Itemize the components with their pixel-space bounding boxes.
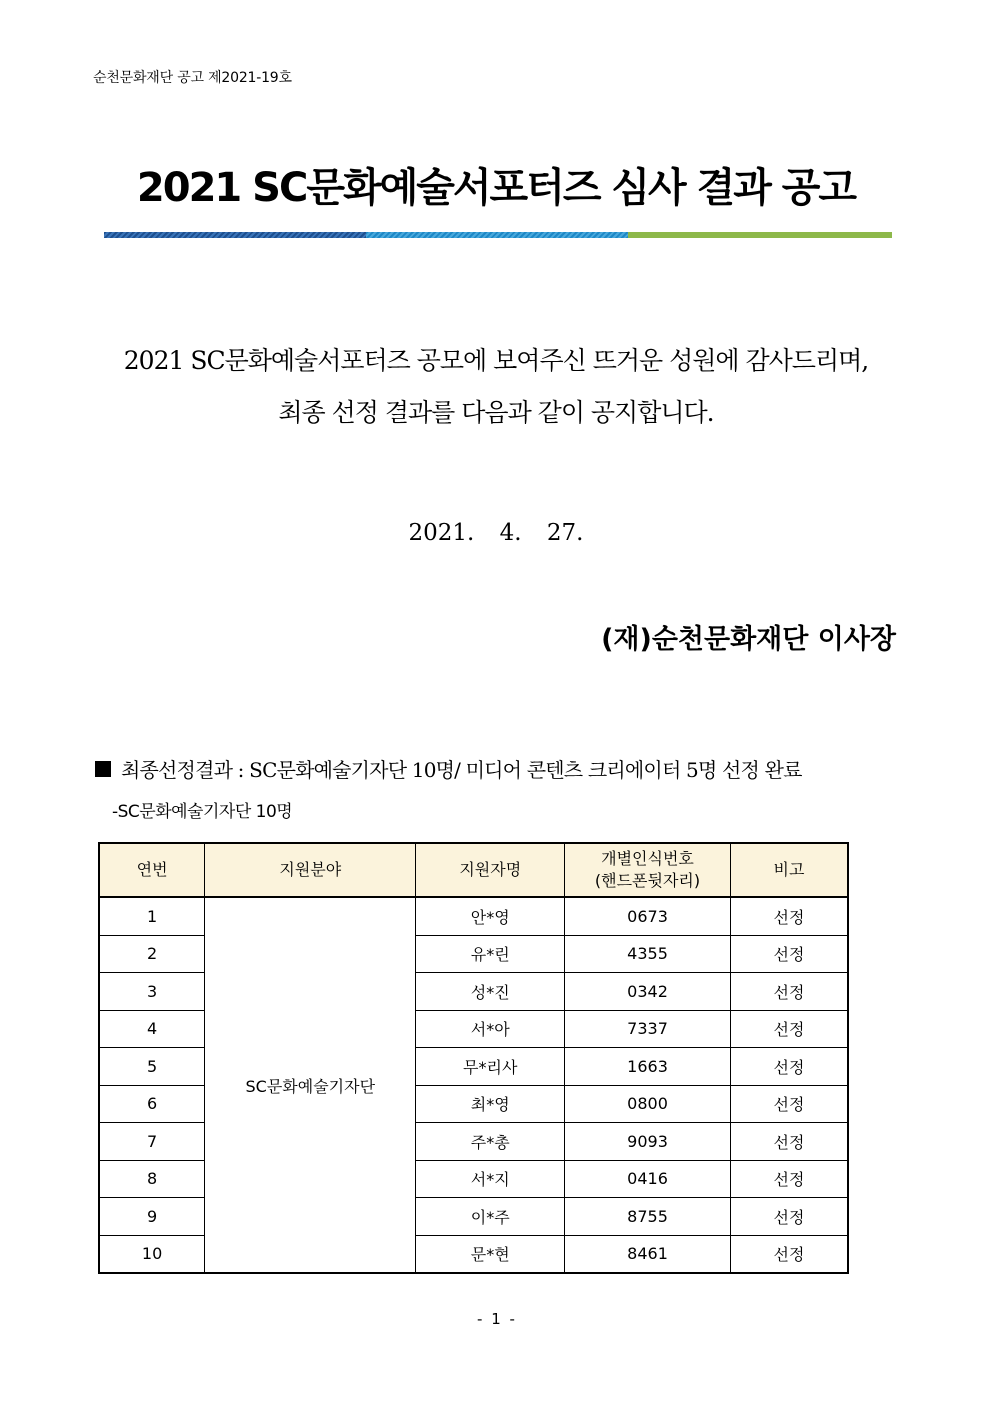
black-square-icon (95, 761, 111, 777)
intro-line-1: 2021 SC문화예술서포터즈 공모에 보여주신 뜨거운 성원에 감사드리며, (123, 346, 869, 375)
cell-no: 9 (99, 1198, 205, 1236)
cell-note: 선정 (730, 973, 848, 1011)
cell-id: 0416 (565, 1160, 731, 1198)
header-note: 비고 (730, 843, 848, 897)
cell-name: 유*린 (416, 935, 565, 973)
title-divider (104, 232, 892, 238)
cell-note: 선정 (730, 935, 848, 973)
cell-no: 5 (99, 1048, 205, 1086)
cell-name: 문*현 (416, 1235, 565, 1273)
cell-no: 10 (99, 1235, 205, 1273)
divider-segment-dark-blue (104, 232, 366, 238)
table-header-row (99, 843, 848, 897)
cell-no: 4 (99, 1010, 205, 1048)
header-no: 연번 (99, 843, 205, 897)
section-heading-text: 최종선정결과 : SC문화예술기자단 10명/ 미디어 콘텐츠 크리에이터 5명 선정 완료 (121, 758, 802, 782)
table-row (99, 897, 848, 935)
cell-no: 3 (99, 973, 205, 1011)
cell-no: 7 (99, 1123, 205, 1161)
cell-id: 1663 (565, 1048, 731, 1086)
section-heading (95, 754, 802, 783)
cell-note: 선정 (730, 1235, 848, 1273)
cell-id: 0673 (565, 897, 731, 935)
header-id-line-2: (핸드폰뒷자리) (594, 871, 701, 890)
page-number: - 1 - (477, 1310, 515, 1328)
cell-note: 선정 (730, 897, 848, 935)
cell-no: 2 (99, 935, 205, 973)
cell-note: 선정 (730, 1160, 848, 1198)
cell-name: 서*지 (416, 1160, 565, 1198)
cell-field: SC문화예술기자단 (205, 897, 416, 1273)
results-table (98, 842, 849, 1274)
cell-no: 1 (99, 897, 205, 935)
header-id (565, 843, 731, 897)
cell-id: 8461 (565, 1235, 731, 1273)
cell-id: 7337 (565, 1010, 731, 1048)
page-title: 2021 SC문화예술서포터즈 심사 결과 공고 (136, 165, 856, 211)
cell-name: 무*리사 (416, 1048, 565, 1086)
cell-name: 최*영 (416, 1085, 565, 1123)
divider-segment-light-blue (366, 232, 628, 238)
cell-note: 선정 (730, 1010, 848, 1048)
cell-note: 선정 (730, 1123, 848, 1161)
cell-name: 성*진 (416, 973, 565, 1011)
cell-no: 8 (99, 1160, 205, 1198)
cell-name: 이*주 (416, 1198, 565, 1236)
header-id-line-1: 개별인식번호 (601, 849, 694, 868)
cell-note: 선정 (730, 1085, 848, 1123)
divider-segment-green (628, 232, 892, 238)
cell-id: 9093 (565, 1123, 731, 1161)
cell-note: 선정 (730, 1198, 848, 1236)
signer: (재)순천문화재단 이사장 (601, 624, 896, 655)
cell-id: 0342 (565, 973, 731, 1011)
cell-name: 주*총 (416, 1123, 565, 1161)
intro-text (0, 335, 992, 439)
sub-heading: -SC문화예술기자단 10명 (112, 802, 293, 822)
cell-no: 6 (99, 1085, 205, 1123)
cell-name: 서*아 (416, 1010, 565, 1048)
intro-line-2: 최종 선정 결과를 다음과 같이 공지합니다. (278, 398, 714, 427)
cell-id: 4355 (565, 935, 731, 973)
cell-id: 8755 (565, 1198, 731, 1236)
cell-name: 안*영 (416, 897, 565, 935)
notice-number: 순천문화재단 공고 제2021-19호 (93, 70, 292, 86)
cell-id: 0800 (565, 1085, 731, 1123)
header-field: 지원분야 (205, 843, 416, 897)
cell-note: 선정 (730, 1048, 848, 1086)
header-name: 지원자명 (416, 843, 565, 897)
notice-date: 2021. 4. 27. (408, 520, 584, 546)
